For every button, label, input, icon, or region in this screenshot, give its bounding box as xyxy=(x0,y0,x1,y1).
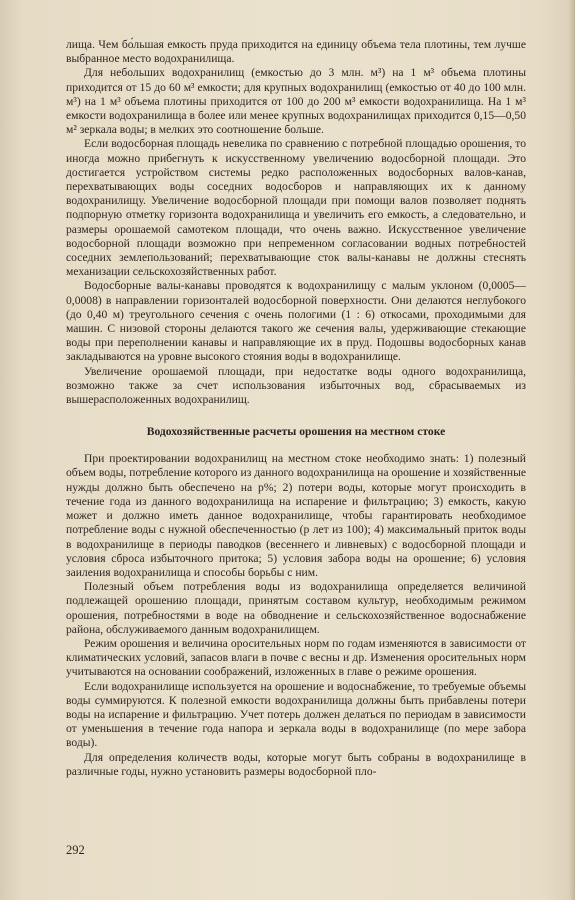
paragraph-design-requirements: При проектировании водохранилищ на местном стоке необходимо знать: 1) полезный объем воды, потребление которого из данного водохранилища на орошение и хозяйственные нужды должно быть обеспечено на p%; 2) потери воды, которые могут происходить в течение года из данного водохранилища на испарение и фильтрацию; 3) емкость, какую может и должно иметь данное водохранилище, чтобы гарантировать необходимое потребление воды с нужной обеспеченностью (p лет из 100); 4) максимальный приток воды в водохранилище в периоды паводков (весеннего и ливневых) с водосборной площади и условия сброса избыточного притока; 5) условия забора воды на орошение; 6) условия заиления водохранилища и способы борьбы с ним. xyxy=(66,452,526,579)
paragraph-continuation: лища. Чем бо́льшая емкость пруда приходится на единицу объема тела плотины, тем лучше выбранное место водохранилища. xyxy=(66,38,526,66)
paragraph-capacity-ratio: Для небольших водохранилищ (емкостью до 3 млн. м³) на 1 м³ объема плотины приходится от 15 до 60 м³ емкости; для крупных водохранилищ (емкостью от 40 до 100 млн. м³) на 1 м³ объема плотины приходится от 100 до 200 м³ емкости водохранилища. На 1 м³ емкости водохранилища в более или менее крупных водохранилищах приходится 0,15—0,50 м² зеркала воды; в мелких это соотношение больше. xyxy=(66,66,526,137)
paragraph-excess-water: Увеличение орошаемой площади, при недостатке воды одного водохранилища, возможно также за счет использования избыточных вод, сбрасываемых из вышерасположенных водохранилищ. xyxy=(66,364,526,407)
paragraph-irrigation-regime: Режим орошения и величина оросительных норм по годам изменяются в зависимости от климатических условий, запасов влаги в почве с весны и др. Изменения оросительных норм учитываются на основании соображений, изложенных в главе о режиме орошения. xyxy=(66,636,526,679)
paragraph-collector-ditches: Водосборные валы-канавы проводятся к водохранилищу с малым уклоном (0,0005—0,0008) в направлении горизонталей водосборной поверхности. Они делаются неглубокого (до 0,40 м) треугольного сечения с очень пологими (1 : 6) откосами, проходимыми для машин. С низовой стороны делаются такого же сечения валы, удерживающие стекающие воды при переполнении канавы и направляющие их в пруд. Подошвы водосборных канав закладываются на уровне высокого стояния воды в водохранилище. xyxy=(66,279,526,364)
section-heading: Водохозяйственные расчеты орошения на местном стоке xyxy=(146,425,446,439)
paragraph-useful-volume: Полезный объем потребления воды из водохранилища определяется величиной подлежащей орошению площади, принятым составом культур, необходимым режимом орошения, потребностями в воде на обводнение и сельскохозяйственное водоснабжение района, обслуживаемого данным водохранилищем. xyxy=(66,580,526,636)
paragraph-water-quantity: Для определения количеств воды, которые могут быть собраны в водохранилище в различные годы, нужно установить размеры водосборной пло- xyxy=(66,750,526,778)
text-column xyxy=(66,38,526,779)
paragraph-catchment-increase: Если водосборная площадь невелика по сравнению с потребной площадью орошения, то иногда можно прибегнуть к искусственному увеличению водосборной площади. Это достигается устройством системы редко расположенных водосборных валов-канав, перехватывающих воды соседних водосборов и направляющих их к данному водохранилищу. Увеличение водосборной площади при помощи валов позволяет поднять подпорную отметку горизонта водохранилища и увеличить его емкость, а следовательно, и размеры орошаемой самотеком площади, что очень важно. Искусственное увеличение водосборной площади возможно при непременном согласовании водных потребностей соседних землепользований; перехватывающие сток валы-канавы не должны стеснять механизации сельскохозяйственных работ. xyxy=(66,137,526,279)
paragraph-combined-use: Если водохранилище используется на орошение и водоснабжение, то требуемые объемы воды суммируются. К полезной емкости водохранилища должны быть прибавлены потери воды на испарение и фильтрацию. Учет потерь должен делаться по периодам в зависимости от уменьшения в течение года напора и зеркала воды в водохранилище (по мере забора воды). xyxy=(66,679,526,750)
page-number: 292 xyxy=(66,843,85,857)
